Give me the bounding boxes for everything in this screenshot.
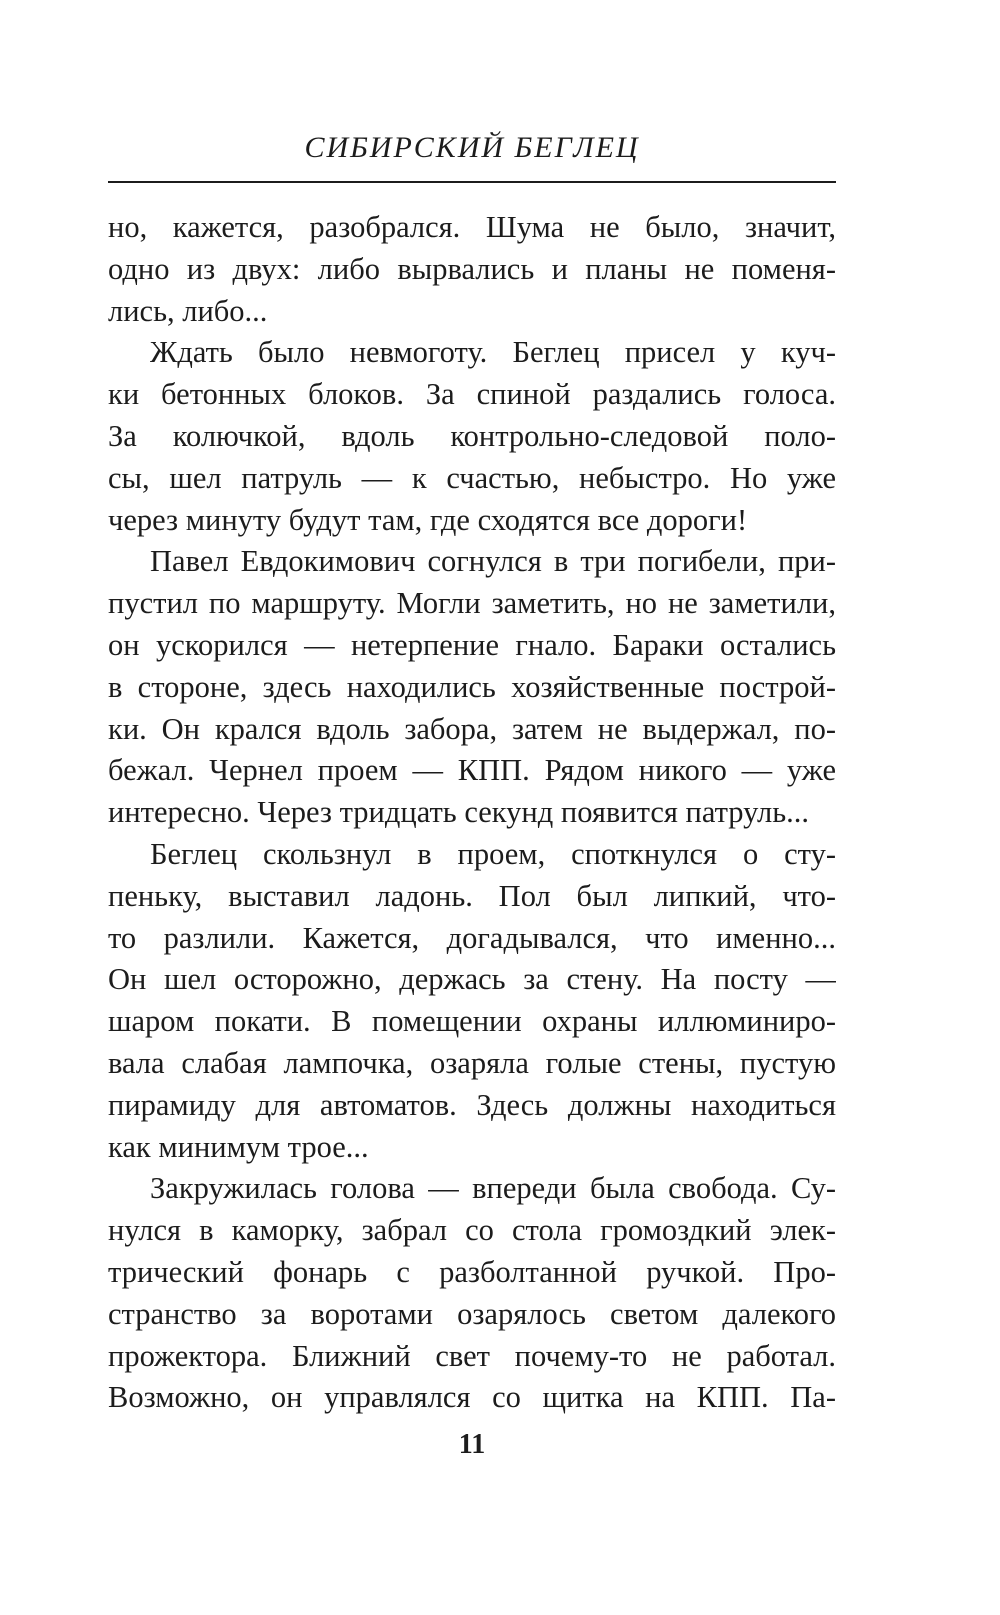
text-line: пустил по маршруту. Могли заметить, но не заметили,: [108, 586, 836, 621]
text-line: лись, либо...: [108, 293, 268, 328]
text-line: Беглец скользнул в проем, споткнулся о сту-: [150, 836, 836, 871]
text-line: шаром покати. В помещении охраны иллюминиро-: [108, 1004, 836, 1039]
text-line: Закружилась голова — впереди была свобода. Су-: [150, 1171, 836, 1206]
text-line: одно из двух: либо вырвались и планы не поменя-: [108, 251, 836, 286]
text-line: то разлили. Кажется, догадывался, что именно...: [108, 920, 836, 955]
text-line: трический фонарь с разболтанной ручкой. Про-: [108, 1254, 836, 1289]
text-line: вала слабая лампочка, озаряла голые стены, пустую: [108, 1045, 836, 1080]
text-line: странство за воротами озарялось светом далекого: [108, 1296, 836, 1331]
text-line: в стороне, здесь находились хозяйственные построй-: [108, 669, 836, 704]
text-line: бежал. Чернел проем — КПП. Рядом никого — уже: [108, 753, 836, 788]
text-line: ки. Он крался вдоль забора, затем не выдержал, по-: [108, 711, 836, 746]
text-line: Возможно, он управлялся со щитка на КПП. Па-: [108, 1380, 836, 1415]
text-line: он ускорился — нетерпение гнало. Бараки остались: [108, 627, 836, 662]
text-line: как минимум трое...: [108, 1129, 369, 1164]
text-line: пирамиду для автоматов. Здесь должны находиться: [108, 1087, 836, 1122]
running-head: СИБИРСКИЙ БЕГЛЕЦ: [304, 131, 640, 164]
text-line: но, кажется, разобрался. Шума не было, значит,: [108, 210, 836, 244]
text-line: ки бетонных блоков. За спиной раздались голоса.: [108, 377, 836, 412]
text-line: Он шел осторожно, держась за стену. На посту —: [108, 962, 836, 997]
text-line: Павел Евдокимович согнулся в три погибели, при-: [150, 544, 836, 579]
text-line: За колючкой, вдоль контрольно-следовой поло-: [108, 418, 836, 453]
text-line: пеньку, выставил ладонь. Пол был липкий, что-: [108, 878, 836, 913]
body-text: [108, 207, 836, 1419]
header-rule: [108, 181, 836, 183]
text-line: сы, шел патруль — к счастью, небыстро. Но уже: [108, 460, 836, 495]
text-line: нулся в каморку, забрал со стола громоздкий элек-: [108, 1213, 836, 1248]
text-line: интересно. Через тридцать секунд появится патруль...: [108, 795, 810, 830]
text-line: прожектора. Ближний свет почему-то не работал.: [108, 1338, 836, 1373]
page-number: 11: [458, 1429, 486, 1460]
text-line: Ждать было невмоготу. Беглец присел у куч-: [150, 335, 836, 370]
text-line: через минуту будут там, где сходятся все дороги!: [108, 502, 748, 537]
